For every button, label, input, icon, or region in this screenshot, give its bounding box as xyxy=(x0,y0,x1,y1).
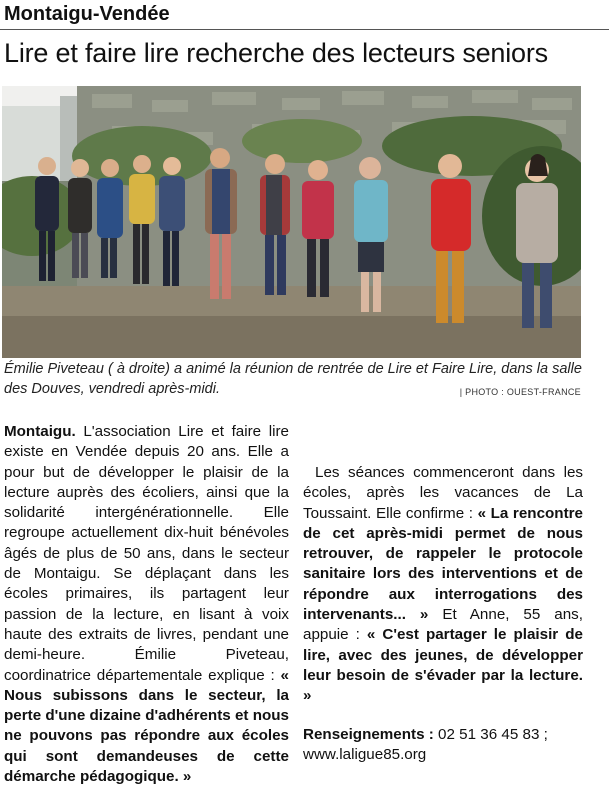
quote-meeting: « La rencontre de cet après-midi permet de nous retrouver, de rappeler le protocole sanitaire lors des interventions et de répondre aux interrogations des intervenants... » xyxy=(303,504,583,624)
info-line xyxy=(303,725,583,766)
quote-anne: « C'est partager le plaisir de lire, avec des jeunes, de développer leur besoin de s'évader par la lecture. » xyxy=(303,626,583,705)
info-label: Renseignements : xyxy=(303,725,434,743)
photo-caption: Émilie Piveteau ( à droite) a animé la réunion de rentrée de Lire et Faire Lire, dans la salle des Douves, vendredi après-midi. xyxy=(4,361,582,397)
article-paragraph xyxy=(303,463,583,707)
article-paragraph xyxy=(4,422,289,787)
paragraph-text: L'association Lire et faire lire existe en Vendée depuis 20 ans. Elle a pour but de développer le plaisir de la lecture auprès des écoliers, ainsi que la solidarité intergénérationnelle. Elle regroupe actuellement dix-huit bénévoles âgés de plus de 50 ans, dans le secteur de Montaigu. Se déplaçant dans les écoles primaires, ils partagent leur passion de la lecture, en lisant à voix haute des extraits de livres, pendant une demi-heure. Émilie Piveteau, coordinatrice départementale explique : xyxy=(4,423,289,684)
paragraph-text: Et Anne, 55 ans, appuie : xyxy=(303,606,583,644)
article-column-2 xyxy=(303,422,583,765)
dateline: Montaigu. xyxy=(4,423,76,440)
rubric-divider xyxy=(0,29,609,30)
article-headline: Lire et faire lire recherche des lecteurs seniors xyxy=(4,38,548,68)
quote-coordinator: « Nous subissons dans le secteur, la perte d'une dizaine d'adhérents et nous ne pouvons pas répondre aux écoles qui sont demandeuses de cette démarche pédagogique. » xyxy=(4,666,289,786)
photo-credit: | PHOTO : OUEST-FRANCE xyxy=(459,387,581,397)
info-value: 02 51 36 45 83 ; www.laligue85.org xyxy=(303,725,548,763)
article-column-1 xyxy=(4,422,289,787)
section-rubric: Montaigu-Vendée xyxy=(4,3,170,25)
paragraph-text: Les séances commenceront dans les écoles, après les vacances de La Toussaint. Elle confirme : xyxy=(303,464,583,522)
article-photo xyxy=(2,86,581,358)
